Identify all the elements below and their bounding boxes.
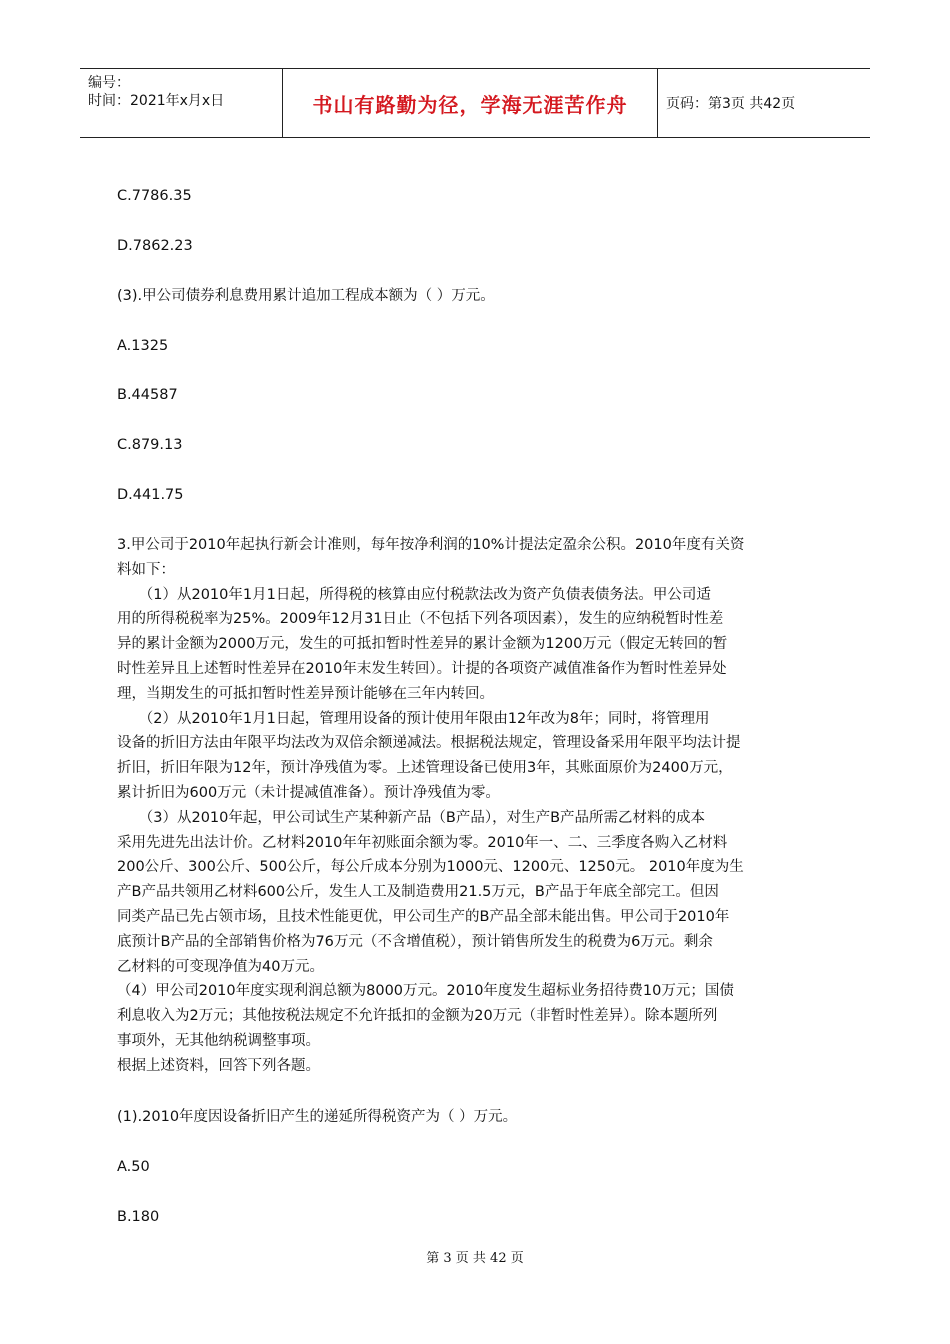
paragraph-line: （3）从2010年起，甲公司试生产某种新产品（B产品），对生产B产品所需乙材料的成本 xyxy=(117,809,706,826)
question-1-option-a: A.50 xyxy=(117,1159,150,1175)
question-3: (3).甲公司债券利息费用累计追加工程成本额为（ ）万元。 xyxy=(117,288,495,304)
paragraph-line: （1）从2010年1月1日起，所得税的核算由应付税款法改为资产负债表债务法。甲公司适 xyxy=(117,586,711,603)
paragraph-line: 采用先进先出法计价。乙材料2010年年初账面余额为零。2010年一、二、三季度各购入乙材料 xyxy=(117,834,728,851)
case-paragraph xyxy=(117,533,839,1079)
paragraph-line: 理，当期发生的可抵扣暂时性差异预计能够在三年内转回。 xyxy=(117,685,494,702)
paragraph-line: 料如下： xyxy=(117,561,175,578)
page-footer: 第 3 页 共 42 页 xyxy=(426,1251,524,1266)
paragraph-line: 乙材料的可变现净值为40万元。 xyxy=(117,958,324,975)
option-c-prev: C.7786.35 xyxy=(117,188,192,204)
paragraph-line: 底预计B产品的全部销售价格为76万元（不含增值税），预计销售所发生的税费为6万元。剩余 xyxy=(117,933,713,950)
paragraph-line: 利息收入为2万元；其他按税法规定不允许抵扣的金额为20万元（非暂时性差异）。除本题所列 xyxy=(117,1008,718,1025)
paragraph-line: 200公斤、300公斤、500公斤，每公斤成本分别为1000元、1200元、1250元。 2010年度为生 xyxy=(117,859,744,876)
question-3-option-d: D.441.75 xyxy=(117,487,184,503)
question-3-option-b: B.44587 xyxy=(117,387,178,403)
option-d-prev: D.7862.23 xyxy=(117,238,193,254)
question-3-option-a: A.1325 xyxy=(117,338,169,354)
time-label: 时间：2021年x月x日 xyxy=(88,93,225,109)
number-label: 编号： xyxy=(88,75,130,91)
page-header xyxy=(80,68,870,138)
paragraph-line: （4）甲公司2010年度实现利润总额为8000万元。2010年度发生超标业务招待费10万元；国债 xyxy=(117,983,734,1000)
header-motto: 书山有路勤为径，学海无涯苦作舟 xyxy=(283,69,658,137)
header-meta-cell xyxy=(80,69,283,137)
question-3-option-c: C.879.13 xyxy=(117,437,183,453)
paragraph-line: 3.甲公司于2010年起执行新会计准则，每年按净利润的10%计提法定盈余公积。2010年度有关资 xyxy=(117,537,745,553)
paragraph-line: 累计折旧为600万元（未计提减值准备）。预计净残值为零。 xyxy=(117,784,500,801)
paragraph-line: 事项外，无其他纳税调整事项。 xyxy=(117,1032,320,1049)
paragraph-line: 根据上述资料，回答下列各题。 xyxy=(117,1057,320,1074)
paragraph-line: 时性差异且上述暂时性差异在2010年末发生转回）。计提的各项资产减值准备作为暂时性差异处 xyxy=(117,660,727,677)
paragraph-line: 设备的折旧方法由年限平均法改为双倍余额递减法。根据税法规定，管理设备采用年限平均法计提 xyxy=(117,735,741,752)
paragraph-line: 产B产品共领用乙材料600公斤，发生人工及制造费用21.5万元，B产品于年底全部完工。但因 xyxy=(117,884,719,901)
paragraph-line: （2）从2010年1月1日起，管理用设备的预计使用年限由12年改为8年；同时，将管理用 xyxy=(117,710,710,727)
paragraph-line: 同类产品已先占领市场，且技术性能更优，甲公司生产的B产品全部未能出售。甲公司于2010年 xyxy=(117,908,730,925)
question-1-option-b: B.180 xyxy=(117,1209,160,1225)
paragraph-line: 异的累计金额为2000万元，发生的可抵扣暂时性差异的累计金额为1200万元（假定无转回的暂 xyxy=(117,636,728,653)
paragraph-line: 折旧，折旧年限为12年，预计净残值为零。上述管理设备已使用3年，其账面原价为2400万元， xyxy=(117,760,733,777)
question-1: (1).2010年度因设备折旧产生的递延所得税资产为（ ）万元。 xyxy=(117,1109,518,1125)
header-page-label: 页码：第3页 共42页 xyxy=(666,96,796,112)
paragraph-line: 用的所得税税率为25%。2009年12月31日止（不包括下列各项因素），发生的应纳税暂时性差 xyxy=(117,611,724,628)
